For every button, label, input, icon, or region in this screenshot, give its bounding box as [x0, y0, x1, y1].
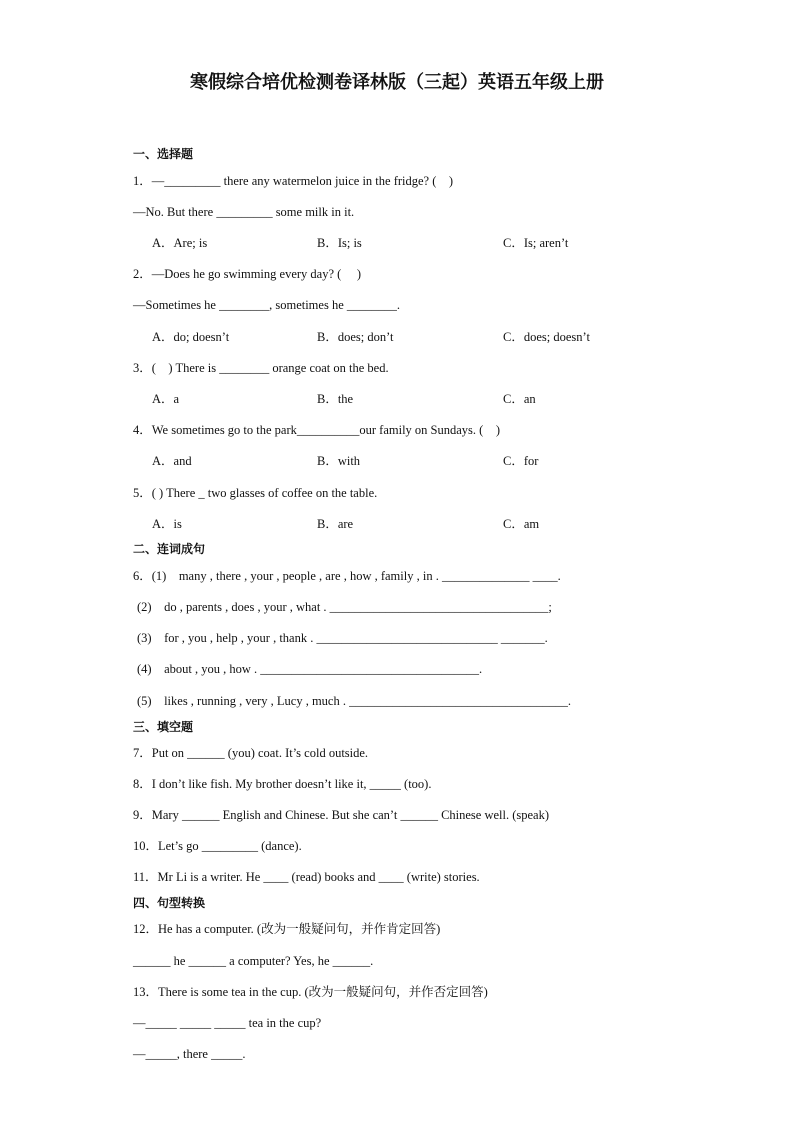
- question-1-stem: 1．—_________ there any watermelon juice in the fridge? ( ): [133, 174, 454, 188]
- question-7: 7．Put on ______ (you) coat. It’s cold outside.: [133, 746, 369, 760]
- question-3-option-b: B．the: [317, 392, 354, 406]
- section-heading-sentence-building: 二、连词成句: [133, 542, 206, 556]
- question-9: 9．Mary ______ English and Chinese. But she can’t ______ Chinese well. (speak): [133, 808, 550, 822]
- question-8: 8．I don’t like fish. My brother doesn’t like it, _____ (too).: [133, 777, 432, 791]
- question-5-option-b: B．are: [317, 517, 354, 531]
- question-4-option-a: A．and: [152, 454, 192, 468]
- question-6-part-1: 6．(1) many , there , your , people , are , how , family , in . ______________ ____.: [133, 569, 561, 583]
- question-12-line2: ______ he ______ a computer? Yes, he ______.: [133, 954, 374, 968]
- question-5-option-c: C．am: [503, 517, 540, 531]
- question-3-option-a: A．a: [152, 392, 180, 406]
- question-2-option-c: C．does; doesn’t: [503, 330, 590, 344]
- question-6-part-5: (5) likes , running , very , Lucy , much . ___________________________________.: [137, 694, 571, 708]
- question-4-option-c: C．for: [503, 454, 539, 468]
- section-heading-choice: 一、选择题: [133, 147, 194, 161]
- question-5-stem: 5．( ) There _ two glasses of coffee on the table.: [133, 486, 378, 500]
- question-13-line3: —_____, there _____.: [133, 1047, 246, 1061]
- question-11: 11．Mr Li is a writer. He ____ (read) books and ____ (write) stories.: [133, 870, 480, 884]
- question-1-line2: —No. But there _________ some milk in it.: [133, 205, 355, 219]
- question-6-part-4: (4) about , you , how . ___________________________________.: [137, 662, 483, 676]
- question-2-line2: —Sometimes he ________, sometimes he ________.: [133, 298, 400, 312]
- question-12-stem: 12．He has a computer. (改为一般疑问句，并作肯定回答): [133, 922, 441, 936]
- question-4-stem: 4．We sometimes go to the park__________our family on Sundays. ( ): [133, 423, 500, 437]
- question-6-part-2: (2) do , parents , does , your , what . ___________________________________;: [137, 600, 552, 614]
- question-13-stem: 13．There is some tea in the cup. (改为一般疑问句，并作否定回答): [133, 985, 488, 999]
- page-title: 寒假综合培优检测卷译林版（三起）英语五年级上册: [190, 72, 604, 93]
- question-5-option-a: A．is: [152, 517, 182, 531]
- question-4-option-b: B．with: [317, 454, 361, 468]
- question-1-option-a: A．Are; is: [152, 236, 208, 250]
- question-13-line2: —_____ _____ _____ tea in the cup?: [133, 1016, 322, 1030]
- question-1-option-b: B．Is; is: [317, 236, 362, 250]
- question-2-option-b: B．does; don’t: [317, 330, 394, 344]
- question-6-part-3: (3) for , you , help , your , thank . _____________________________ _______.: [137, 631, 548, 645]
- section-heading-fill-in: 三、填空题: [133, 720, 194, 734]
- question-2-stem: 2．—Does he go swimming every day? ( ): [133, 267, 362, 281]
- question-3-stem: 3．( ) There is ________ orange coat on the bed.: [133, 361, 389, 375]
- question-10: 10．Let’s go _________ (dance).: [133, 839, 302, 853]
- question-1-option-c: C．Is; aren’t: [503, 236, 569, 250]
- question-3-option-c: C．an: [503, 392, 536, 406]
- question-2-option-a: A．do; doesn’t: [152, 330, 230, 344]
- section-heading-transformation: 四、句型转换: [133, 896, 206, 910]
